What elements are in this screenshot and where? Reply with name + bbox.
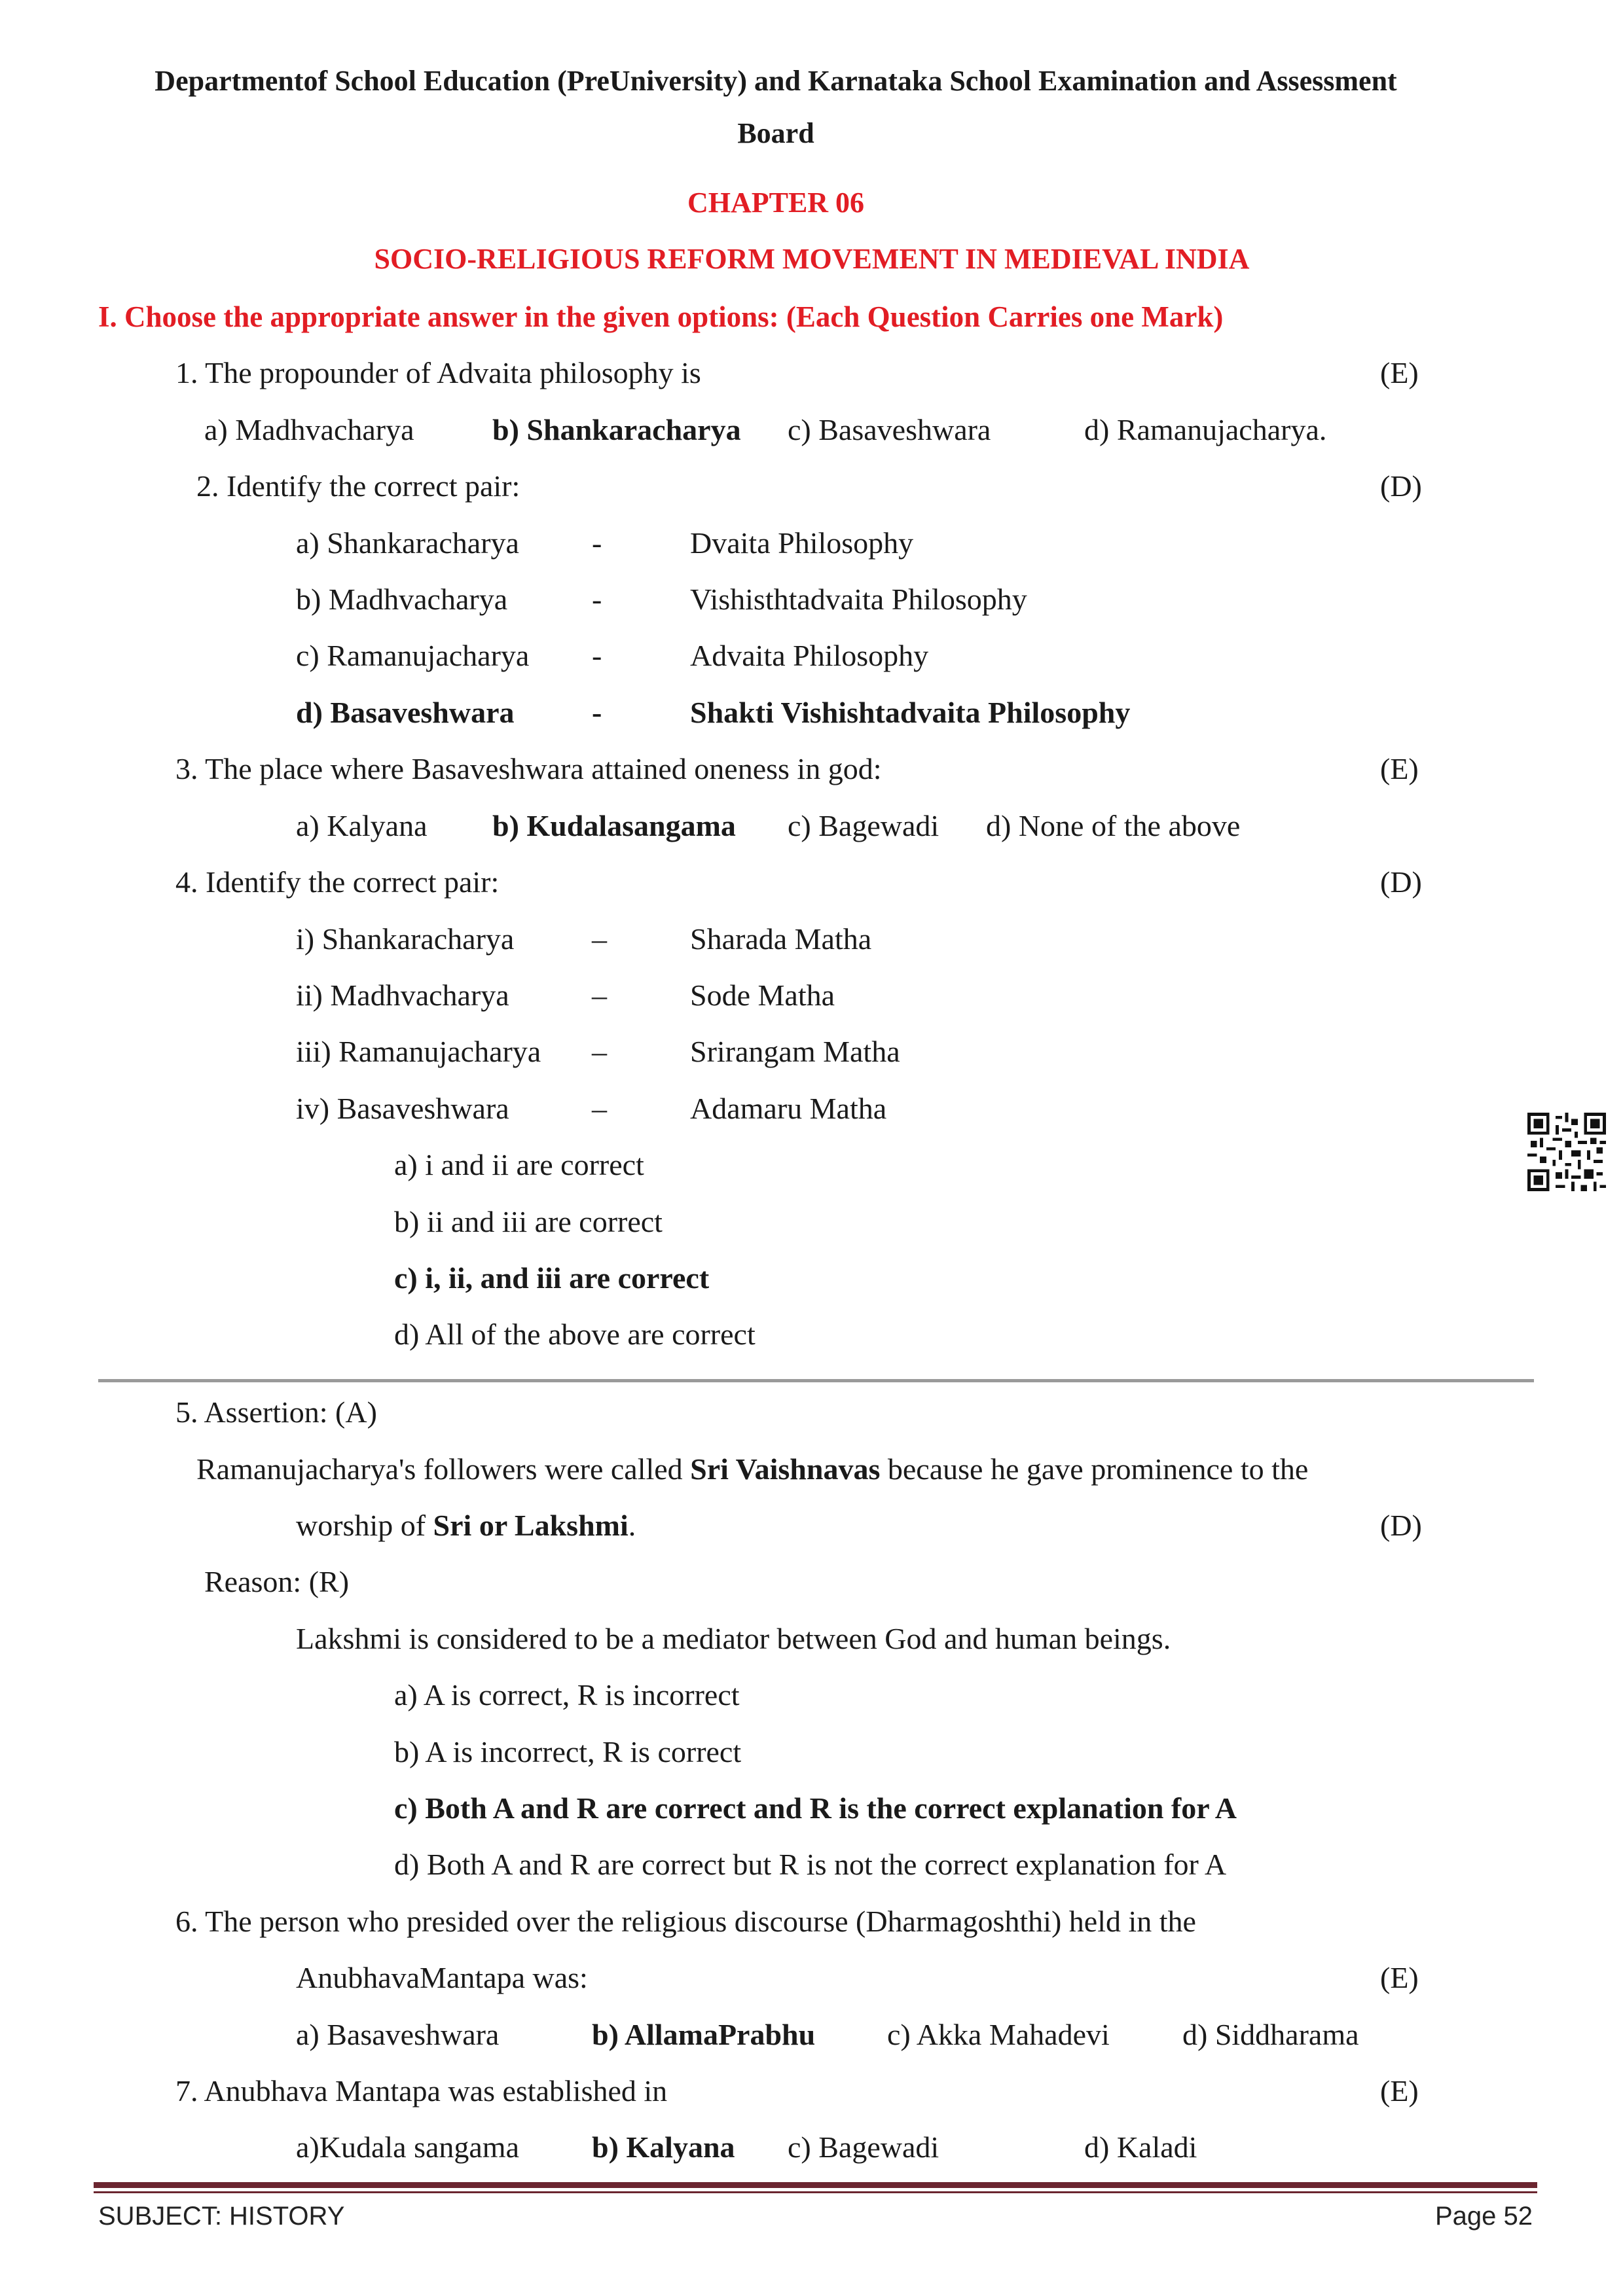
q1-option-a: a) Madhvacharya <box>204 413 414 446</box>
question-3-level: (E) <box>1380 752 1419 785</box>
q4-option-c-answer: c) i, ii, and iii are correct <box>394 1261 710 1295</box>
q4-pair-iv-right: Adamaru Matha <box>690 1092 887 1125</box>
q6-option-b-answer: b) AllamaPrabhu <box>592 2018 816 2051</box>
q6-option-a: a) Basaveshwara <box>296 2018 500 2051</box>
q5-option-d: d) Both A and R are correct but R is not the correct explanation for A <box>394 1848 1227 1881</box>
q4-pair-iii-sep: – <box>592 1035 607 1068</box>
q4-pair-ii-left: ii) Madhvacharya <box>296 978 509 1012</box>
q2-pair-a-left: a) Shankaracharya <box>296 526 519 560</box>
q4-pair-i-right: Sharada Matha <box>690 922 872 956</box>
q3-option-c: c) Bagewadi <box>788 809 939 842</box>
section-divider <box>98 1379 1534 1382</box>
q1-option-b-answer: b) Shankaracharya <box>492 413 741 446</box>
q2-pair-d-left-answer: d) Basaveshwara <box>296 696 515 729</box>
question-5-assertion-line2: worship of Sri or Lakshmi. <box>296 1509 636 1542</box>
qr-code-icon <box>1527 1113 1606 1191</box>
q6-option-d: d) Siddharama <box>1182 2018 1359 2051</box>
q3-option-b-answer: b) Kudalasangama <box>492 809 736 842</box>
footer-rule-thick <box>94 2182 1537 2188</box>
section-heading: I. Choose the appropriate answer in the given options: (Each Question Carries one Mark) <box>98 300 1224 333</box>
board-name-line1: Departmentof School Education (PreUniversity) and Karnataka School Examination and Assessment <box>155 65 1397 97</box>
q2-pair-b-sep: - <box>592 583 602 616</box>
q7-option-a: a)Kudala sangama <box>296 2130 520 2164</box>
question-4-level: (D) <box>1380 865 1422 899</box>
question-5-reason-label: Reason: (R) <box>204 1565 350 1598</box>
q7-option-c: c) Bagewadi <box>788 2130 939 2164</box>
question-7-level: (E) <box>1380 2074 1419 2108</box>
q1-option-d: d) Ramanujacharya. <box>1084 413 1327 446</box>
footer-subject: SUBJECT: HISTORY <box>98 2202 345 2231</box>
question-1-level: (E) <box>1380 356 1419 389</box>
q5-option-a: a) A is correct, R is incorrect <box>394 1678 740 1712</box>
chapter-title: SOCIO-RELIGIOUS REFORM MOVEMENT IN MEDIEVAL INDIA <box>374 243 1250 275</box>
question-5-reason-text: Lakshmi is considered to be a mediator between God and human beings. <box>296 1622 1171 1655</box>
q2-pair-a-sep: - <box>592 526 602 560</box>
q2-pair-c-right: Advaita Philosophy <box>690 639 929 672</box>
q4-pair-ii-right: Sode Matha <box>690 978 835 1012</box>
q4-pair-iv-sep: – <box>592 1092 607 1125</box>
chapter-number: CHAPTER 06 <box>687 187 865 219</box>
question-6-line2: AnubhavaMantapa was: <box>296 1961 588 1994</box>
q5-option-c-answer: c) Both A and R are correct and R is the correct explanation for A <box>394 1791 1237 1825</box>
q2-pair-b-left: b) Madhvacharya <box>296 583 508 616</box>
q4-option-b: b) ii and iii are correct <box>394 1205 663 1238</box>
q5-option-b: b) A is incorrect, R is correct <box>394 1735 742 1768</box>
q4-pair-ii-sep: – <box>592 978 607 1012</box>
question-1-text: 1. The propounder of Advaita philosophy is <box>175 356 701 389</box>
q4-option-d: d) All of the above are correct <box>394 1318 756 1351</box>
question-4-text: 4. Identify the correct pair: <box>175 865 500 899</box>
q6-option-c: c) Akka Mahadevi <box>887 2018 1110 2051</box>
q1-option-c: c) Basaveshwara <box>788 413 991 446</box>
q2-pair-d-right-answer: Shakti Vishishtadvaita Philosophy <box>690 696 1131 729</box>
q3-option-d: d) None of the above <box>986 809 1241 842</box>
q4-pair-iii-right: Srirangam Matha <box>690 1035 900 1068</box>
q2-pair-a-right: Dvaita Philosophy <box>690 526 914 560</box>
q2-pair-c-left: c) Ramanujacharya <box>296 639 530 672</box>
question-5-assertion-label: 5. Assertion: (A) <box>175 1395 377 1429</box>
question-6-line1: 6. The person who presided over the religious discourse (Dharmagoshthi) held in the <box>175 1905 1196 1938</box>
q4-pair-iii-left: iii) Ramanujacharya <box>296 1035 541 1068</box>
q7-option-b-answer: b) Kalyana <box>592 2130 735 2164</box>
q2-pair-b-right: Vishisthtadvaita Philosophy <box>690 583 1027 616</box>
footer-rule-thin <box>94 2191 1537 2193</box>
q4-pair-i-left: i) Shankaracharya <box>296 922 515 956</box>
q2-pair-d-sep: - <box>592 696 602 729</box>
q3-option-a: a) Kalyana <box>296 809 428 842</box>
question-7-text: 7. Anubhava Mantapa was established in <box>175 2074 668 2108</box>
question-5-level: (D) <box>1380 1509 1422 1542</box>
q2-pair-c-sep: - <box>592 639 602 672</box>
q7-option-d: d) Kaladi <box>1084 2130 1197 2164</box>
board-name-line2: Board <box>737 117 814 149</box>
question-6-level: (E) <box>1380 1961 1419 1994</box>
question-5-assertion-line1: Ramanujacharya's followers were called Sri Vaishnavas because he gave prominence to the <box>196 1452 1309 1486</box>
q4-pair-iv-left: iv) Basaveshwara <box>296 1092 509 1125</box>
question-3-text: 3. The place where Basaveshwara attained oneness in god: <box>175 752 882 785</box>
footer-page-number: Page 52 <box>1434 2202 1533 2231</box>
q4-option-a: a) i and ii are correct <box>394 1148 644 1181</box>
question-2-text: 2. Identify the correct pair: <box>196 469 520 503</box>
question-2-level: (D) <box>1380 469 1422 503</box>
q4-pair-i-sep: – <box>592 922 607 956</box>
